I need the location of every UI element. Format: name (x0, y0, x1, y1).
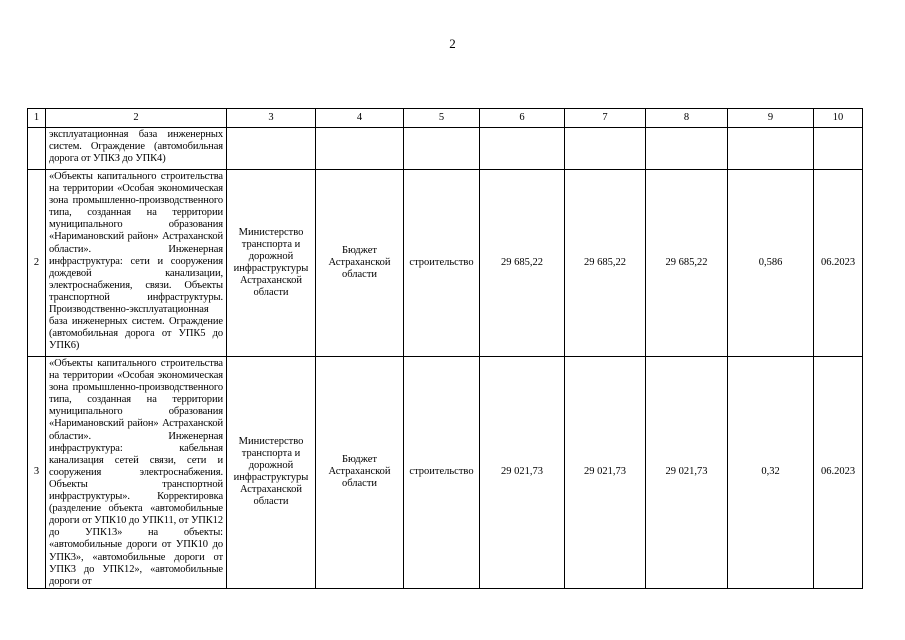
value-col-6: 29 021,73 (480, 357, 565, 589)
value-col-6 (480, 128, 565, 170)
column-header: 4 (316, 109, 404, 128)
column-header: 3 (227, 109, 316, 128)
value-col-8: 29 685,22 (646, 170, 728, 357)
value-col-7: 29 021,73 (565, 357, 646, 589)
work-type: строительство (404, 357, 480, 589)
value-col-7: 29 685,22 (565, 170, 646, 357)
responsible-organization: Министерство транспорта и дорожной инфраструктуры Астраханской области (227, 357, 316, 589)
value-col-7 (565, 128, 646, 170)
column-header: 9 (728, 109, 814, 128)
responsible-organization: Министерство транспорта и дорожной инфраструктуры Астраханской области (227, 170, 316, 357)
table-row (28, 357, 863, 589)
completion-date: 06.2023 (814, 170, 863, 357)
object-description: эксплуатационная база инженерных систем. Ограждение (автомобильная дорога от УПКЗ до УПК4) (46, 128, 227, 170)
data-table (27, 108, 863, 589)
value-col-9: 0,586 (728, 170, 814, 357)
funding-source: Бюджет Астраханской области (316, 357, 404, 589)
work-type: строительство (404, 170, 480, 357)
value-col-9 (728, 128, 814, 170)
value-col-8 (646, 128, 728, 170)
row-number: 2 (28, 170, 46, 357)
table-row (28, 128, 863, 170)
row-number: 3 (28, 357, 46, 589)
column-header: 2 (46, 109, 227, 128)
object-description: «Объекты капитального строительства на территории «Особая экономическая зона промышленно-производственного типа, созданная на территории муниципального образования «Наримановский район» Астраханской области». Инженерная инфраструктура: кабельная канализация сетей связи, сети и сооружения электроснабжения. Объекты транспортной инфраструктуры». Корректировка (разделение объекта «автомобильные дороги от УПК10 до УПК11, от УПК12 до УПК13» на объекты: «автомобильные дороги от УПК10 до УПК3», «автомобильные дороги от УПК3 до УПК12», «автомобильные дороги от (46, 357, 227, 589)
column-header: 10 (814, 109, 863, 128)
column-header: 1 (28, 109, 46, 128)
completion-date (814, 128, 863, 170)
column-header: 6 (480, 109, 565, 128)
column-header: 5 (404, 109, 480, 128)
value-col-6: 29 685,22 (480, 170, 565, 357)
completion-date: 06.2023 (814, 357, 863, 589)
table-row (28, 170, 863, 357)
responsible-organization (227, 128, 316, 170)
value-col-8: 29 021,73 (646, 357, 728, 589)
column-header: 8 (646, 109, 728, 128)
row-number (28, 128, 46, 170)
funding-source: Бюджет Астраханской области (316, 170, 404, 357)
table-header-row (28, 109, 863, 128)
value-col-9: 0,32 (728, 357, 814, 589)
work-type (404, 128, 480, 170)
column-header: 7 (565, 109, 646, 128)
object-description: «Объекты капитального строительства на территории «Особая экономическая зона промышленно-производственного типа, созданная на территории муниципального образования «Наримановский район» Астраханской области». Инженерная инфраструктура: сети и сооружения дождевой канализации, электроснабжения, связи. Объекты транспортной инфраструктуры. Производственно-эксплуатационная база инженерных систем. Ограждение (автомобильная дорога от УПК5 до УПК6) (46, 170, 227, 357)
page-number: 2 (449, 36, 456, 51)
funding-source (316, 128, 404, 170)
